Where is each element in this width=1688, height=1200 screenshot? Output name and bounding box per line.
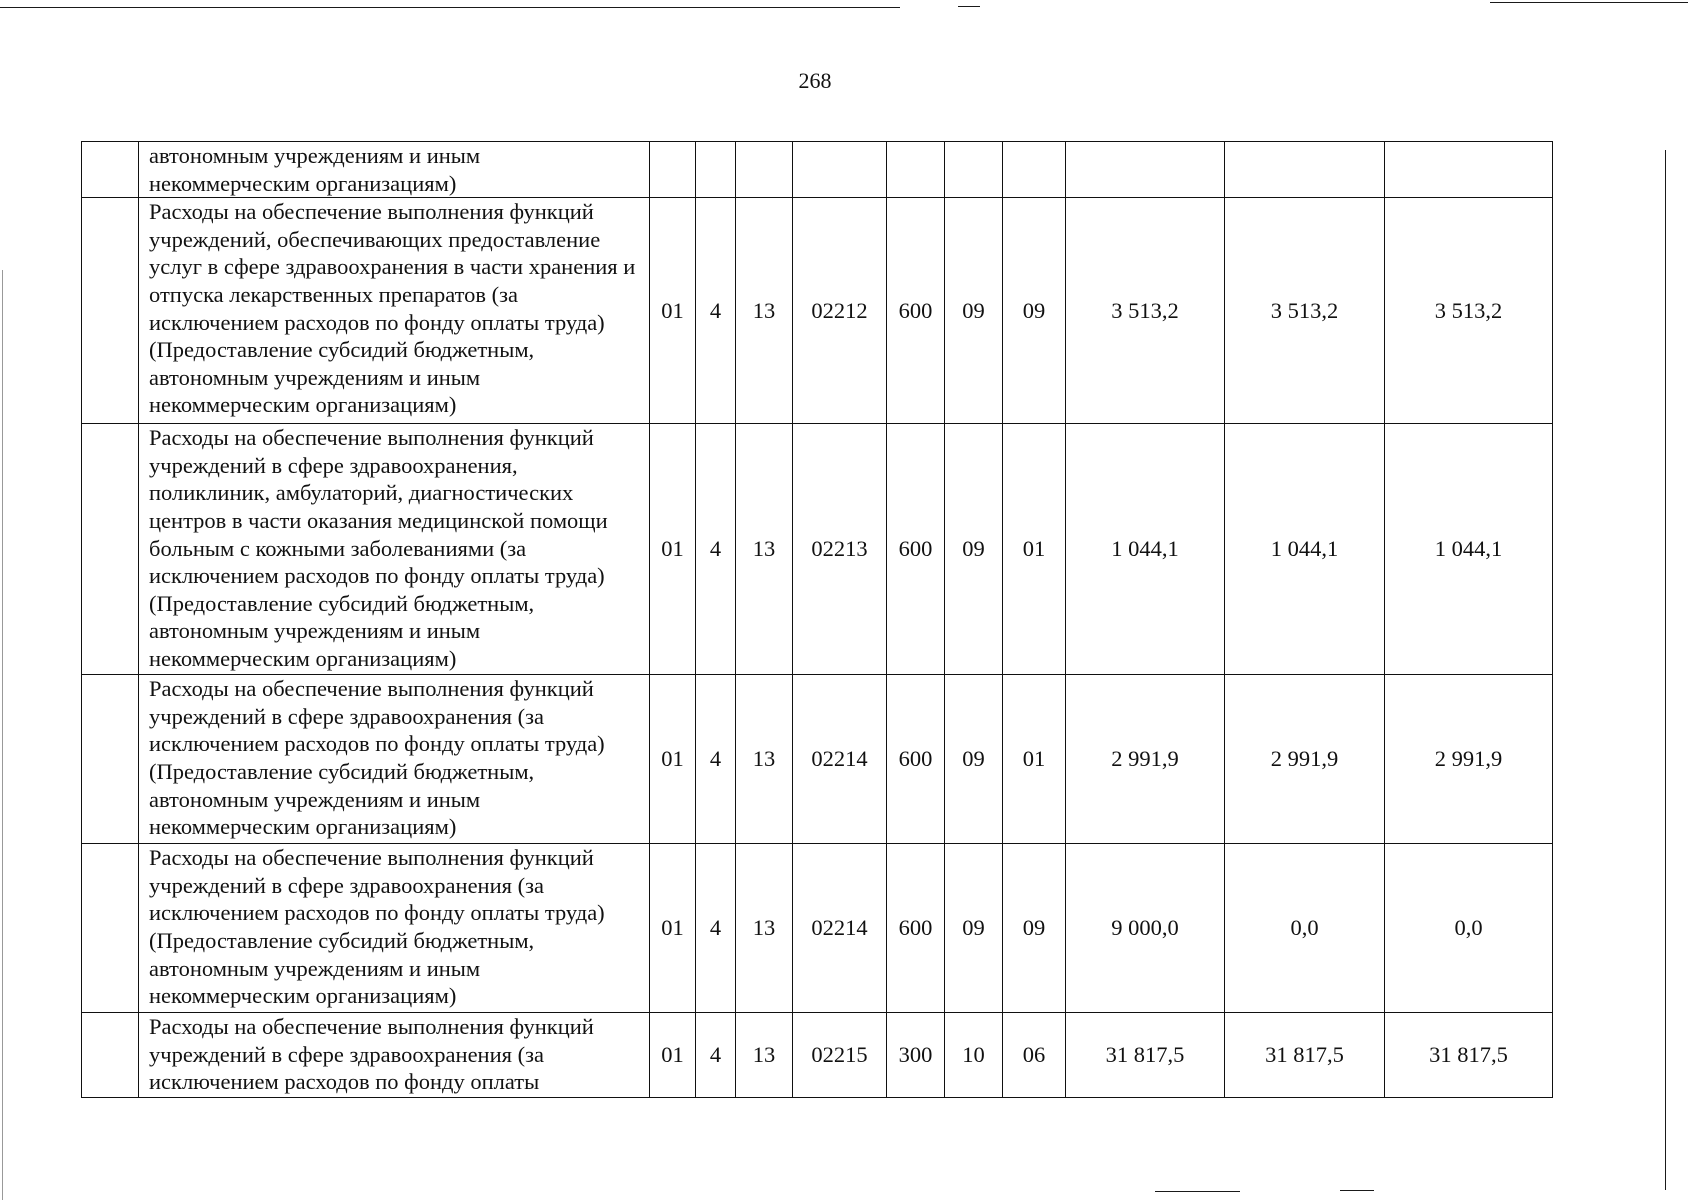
table-row (82, 844, 1553, 1013)
amount-year-3-cell: 0,0 (1385, 844, 1553, 1013)
section-code-cell: 01 (650, 1013, 696, 1098)
target-code-cell: 02213 (793, 424, 887, 675)
chapter-code-cell: 09 (945, 424, 1003, 675)
subsection-code-cell: 4 (696, 424, 736, 675)
row-number-cell (82, 424, 139, 675)
amount-year-3-cell: 31 817,5 (1385, 1013, 1553, 1098)
subsection-code-cell: 4 (696, 675, 736, 844)
expense-type-cell: 600 (887, 844, 945, 1013)
subchapter-code-cell: 01 (1003, 424, 1066, 675)
description-cell: автономным учреждениям и иным некоммерческим организациям) (139, 142, 650, 198)
subsection-code-cell (696, 142, 736, 198)
scan-top-line (0, 7, 900, 8)
target-code-cell: 02214 (793, 675, 887, 844)
amount-year-2-cell: 31 817,5 (1225, 1013, 1385, 1098)
section-code-cell: 01 (650, 844, 696, 1013)
row-number-cell (82, 142, 139, 198)
table-row (82, 142, 1553, 198)
expense-type-cell: 300 (887, 1013, 945, 1098)
amount-year-3-cell (1385, 142, 1553, 198)
section-code-cell: 01 (650, 675, 696, 844)
subchapter-code-cell: 06 (1003, 1013, 1066, 1098)
amount-year-1-cell: 2 991,9 (1066, 675, 1225, 844)
table-row (82, 1013, 1553, 1098)
subsection-code-cell: 4 (696, 198, 736, 424)
amount-year-2-cell (1225, 142, 1385, 198)
amount-year-2-cell: 0,0 (1225, 844, 1385, 1013)
table-row (82, 675, 1553, 844)
table-row (82, 424, 1553, 675)
amount-year-3-cell: 2 991,9 (1385, 675, 1553, 844)
scan-bottom-dash-2 (1340, 1190, 1374, 1191)
chapter-code-cell: 09 (945, 675, 1003, 844)
chapter-code-cell: 09 (945, 198, 1003, 424)
target-code-cell: 02215 (793, 1013, 887, 1098)
target-code-cell: 02212 (793, 198, 887, 424)
subchapter-code-cell (1003, 142, 1066, 198)
subsection-code-cell: 4 (696, 844, 736, 1013)
amount-year-3-cell: 1 044,1 (1385, 424, 1553, 675)
subprogram-code-cell: 13 (736, 844, 793, 1013)
scan-left-edge (2, 270, 3, 1200)
amount-year-2-cell: 1 044,1 (1225, 424, 1385, 675)
row-number-cell (82, 675, 139, 844)
subchapter-code-cell: 09 (1003, 198, 1066, 424)
target-code-cell: 02214 (793, 844, 887, 1013)
subprogram-code-cell (736, 142, 793, 198)
chapter-code-cell: 10 (945, 1013, 1003, 1098)
subprogram-code-cell: 13 (736, 198, 793, 424)
expense-type-cell: 600 (887, 675, 945, 844)
description-cell: Расходы на обеспечение выполнения функций учреждений в сфере здравоохранения, поликлиник, амбулаторий, диагностических центров в части оказания медицинской помощи больным с кожными заболеваниями (за исключением расходов по фонду оплаты труда) (Предоставление субсидий бюджетным, автономным учреждениям и иным некоммерческим организациям) (139, 424, 650, 675)
row-number-cell (82, 1013, 139, 1098)
subsection-code-cell: 4 (696, 1013, 736, 1098)
section-code-cell: 01 (650, 424, 696, 675)
target-code-cell (793, 142, 887, 198)
subchapter-code-cell: 09 (1003, 844, 1066, 1013)
description-cell: Расходы на обеспечение выполнения функций учреждений в сфере здравоохранения (за исключением расходов по фонду оплаты труда) (Предоставление субсидий бюджетным, автономным учреждениям и иным некоммерческим организациям) (139, 675, 650, 844)
description-cell: Расходы на обеспечение выполнения функций учреждений в сфере здравоохранения (за исключением расходов по фонду оплаты (139, 1013, 650, 1098)
amount-year-1-cell (1066, 142, 1225, 198)
chapter-code-cell (945, 142, 1003, 198)
budget-table (81, 141, 1553, 1098)
expense-type-cell: 600 (887, 424, 945, 675)
subprogram-code-cell: 13 (736, 1013, 793, 1098)
scan-top-dash (958, 6, 980, 7)
subprogram-code-cell: 13 (736, 675, 793, 844)
description-cell: Расходы на обеспечение выполнения функций учреждений, обеспечивающих предоставление услуг в сфере здравоохранения в части хранения и отпуска лекарственных препаратов (за исключением расходов по фонду оплаты труда) (Предоставление субсидий бюджетным, автономным учреждениям и иным некоммерческим организациям) (139, 198, 650, 424)
expense-type-cell: 600 (887, 198, 945, 424)
description-cell: Расходы на обеспечение выполнения функций учреждений в сфере здравоохранения (за исключением расходов по фонду оплаты труда) (Предоставление субсидий бюджетным, автономным учреждениям и иным некоммерческим организациям) (139, 844, 650, 1013)
amount-year-2-cell: 2 991,9 (1225, 675, 1385, 844)
section-code-cell (650, 142, 696, 198)
amount-year-1-cell: 31 817,5 (1066, 1013, 1225, 1098)
chapter-code-cell: 09 (945, 844, 1003, 1013)
scan-bottom-dash (1155, 1191, 1240, 1192)
row-number-cell (82, 844, 139, 1013)
subprogram-code-cell: 13 (736, 424, 793, 675)
scan-right-edge (1665, 150, 1666, 1190)
table-row (82, 198, 1553, 424)
amount-year-1-cell: 3 513,2 (1066, 198, 1225, 424)
section-code-cell: 01 (650, 198, 696, 424)
subchapter-code-cell: 01 (1003, 675, 1066, 844)
scan-top-right-line (1490, 2, 1688, 3)
page-number: 268 (798, 68, 832, 93)
amount-year-2-cell: 3 513,2 (1225, 198, 1385, 424)
amount-year-1-cell: 9 000,0 (1066, 844, 1225, 1013)
expense-type-cell (887, 142, 945, 198)
row-number-cell (82, 198, 139, 424)
amount-year-1-cell: 1 044,1 (1066, 424, 1225, 675)
amount-year-3-cell: 3 513,2 (1385, 198, 1553, 424)
